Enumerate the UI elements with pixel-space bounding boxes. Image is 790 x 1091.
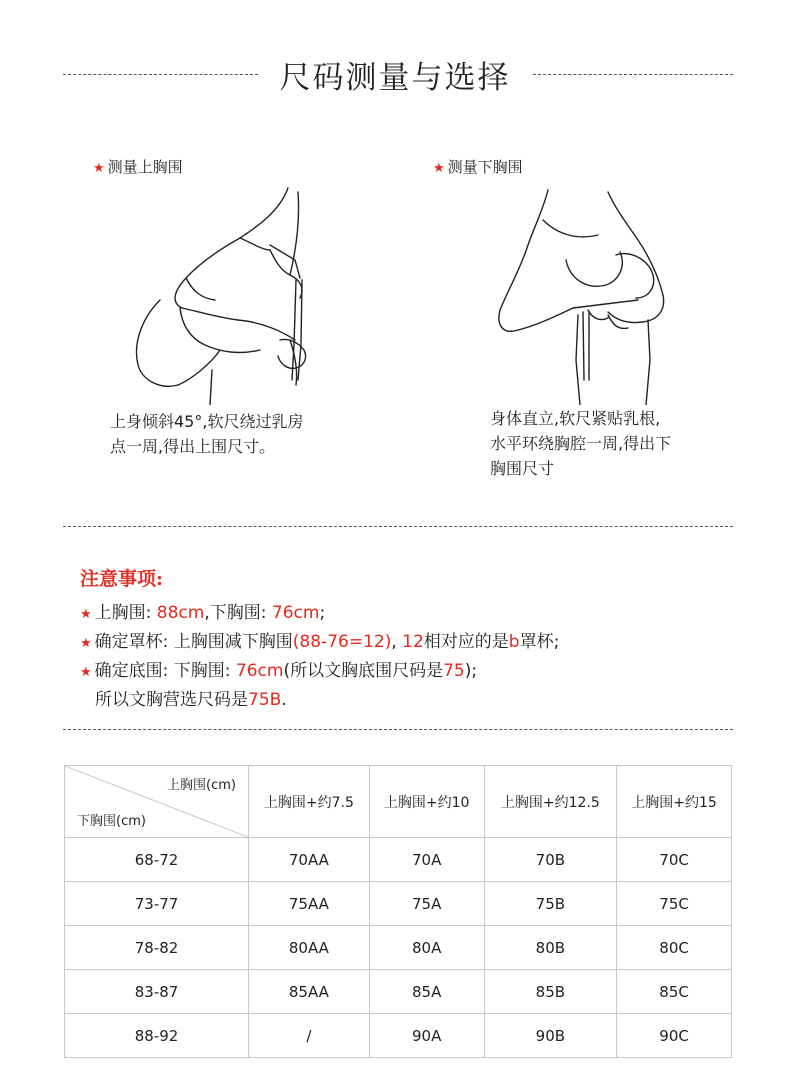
notice-text: 罩杯; bbox=[519, 632, 560, 652]
measure-lower-label: ★ 测量下胸围 bbox=[433, 158, 523, 176]
size-cell: 80A bbox=[369, 926, 484, 970]
notice-item bbox=[80, 656, 477, 681]
size-chart-table bbox=[64, 765, 732, 1058]
table-header-cell: 上胸围+约10 bbox=[369, 766, 484, 838]
size-cell: 90C bbox=[617, 1014, 732, 1058]
notice-text: 相对应的是 bbox=[423, 632, 509, 652]
notice-text: 76cm bbox=[271, 603, 320, 623]
size-cell: 75AA bbox=[249, 882, 370, 926]
table-row bbox=[65, 838, 732, 882]
size-cell: 85A bbox=[369, 970, 484, 1014]
table-row bbox=[65, 1014, 732, 1058]
notice-text: ); bbox=[464, 661, 478, 681]
notice-item bbox=[80, 627, 559, 652]
table-header-cell: 上胸围+约12.5 bbox=[484, 766, 617, 838]
size-cell: 85B bbox=[484, 970, 617, 1014]
notice-text: , bbox=[391, 632, 403, 652]
notice-text: (所以文胸底围尺码是 bbox=[283, 661, 444, 681]
notice-text: 76cm bbox=[235, 661, 284, 681]
star-icon: ★ bbox=[93, 161, 105, 176]
size-cell: 70C bbox=[617, 838, 732, 882]
notice-text: 75B bbox=[248, 690, 282, 710]
notice-text: . bbox=[281, 690, 287, 710]
size-cell: 70B bbox=[484, 838, 617, 882]
notice-text: ,下胸围: bbox=[204, 603, 272, 623]
notice-text: b bbox=[508, 632, 520, 652]
size-cell: 85AA bbox=[249, 970, 370, 1014]
table-row bbox=[65, 970, 732, 1014]
notice-text: 所以文胸营选尺码是 bbox=[95, 690, 248, 710]
underbust-range-cell: 68-72 bbox=[65, 838, 249, 882]
size-cell: 90A bbox=[369, 1014, 484, 1058]
star-icon: ★ bbox=[80, 636, 92, 651]
section-divider-1 bbox=[63, 526, 733, 527]
table-row bbox=[65, 926, 732, 970]
page-title: 尺码测量与选择 bbox=[0, 52, 790, 97]
notice-text: ; bbox=[319, 603, 326, 623]
underbust-range-cell: 88-92 bbox=[65, 1014, 249, 1058]
star-icon: ★ bbox=[433, 161, 445, 176]
measure-upper-description: 上身倾斜45°,软尺绕过乳房 点一周,得出上围尺寸。 bbox=[110, 412, 304, 456]
notice-text: 12 bbox=[402, 632, 424, 652]
notice-text: 确定底围: 下胸围: bbox=[94, 661, 236, 681]
size-cell: 80B bbox=[484, 926, 617, 970]
size-cell: 80AA bbox=[249, 926, 370, 970]
upper-bust-illustration bbox=[120, 180, 350, 405]
table-header-row bbox=[65, 766, 732, 838]
underbust-range-cell: 78-82 bbox=[65, 926, 249, 970]
size-cell: 90B bbox=[484, 1014, 617, 1058]
measure-lower-description: 身体直立,软尺紧贴乳根, 水平环绕胸腔一周,得出下 胸围尺寸 bbox=[490, 409, 672, 478]
table-row bbox=[65, 882, 732, 926]
size-cell: 75A bbox=[369, 882, 484, 926]
section-divider-2 bbox=[63, 729, 733, 730]
size-cell: 75C bbox=[617, 882, 732, 926]
size-cell: 75B bbox=[484, 882, 617, 926]
star-icon: ★ bbox=[80, 665, 92, 680]
notice-title: 注意事项: bbox=[80, 568, 164, 590]
table-corner-cell bbox=[65, 766, 249, 838]
notice-text: (88-76=12) bbox=[292, 632, 392, 652]
star-icon: ★ bbox=[80, 607, 92, 622]
measure-upper-label: ★ 测量上胸围 bbox=[93, 158, 183, 176]
table-header-cell: 上胸围+约15 bbox=[617, 766, 732, 838]
notice-text: 上胸围: bbox=[94, 603, 157, 623]
size-cell: 80C bbox=[617, 926, 732, 970]
size-cell: 70AA bbox=[249, 838, 370, 882]
size-cell: 85C bbox=[617, 970, 732, 1014]
notice-item bbox=[95, 685, 287, 710]
underbust-range-cell: 73-77 bbox=[65, 882, 249, 926]
notice-text: 75 bbox=[443, 661, 465, 681]
under-bust-illustration bbox=[488, 180, 688, 405]
corner-top-label: 上胸围(cm) bbox=[167, 778, 236, 793]
size-cell: / bbox=[249, 1014, 370, 1058]
notice-text: 确定罩杯: 上胸围减下胸围 bbox=[94, 632, 293, 652]
corner-bottom-label: 下胸围(cm) bbox=[77, 814, 146, 829]
underbust-range-cell: 83-87 bbox=[65, 970, 249, 1014]
table-header-cell: 上胸围+约7.5 bbox=[249, 766, 370, 838]
notice-item bbox=[80, 598, 325, 623]
size-cell: 70A bbox=[369, 838, 484, 882]
notice-text: 88cm bbox=[156, 603, 205, 623]
